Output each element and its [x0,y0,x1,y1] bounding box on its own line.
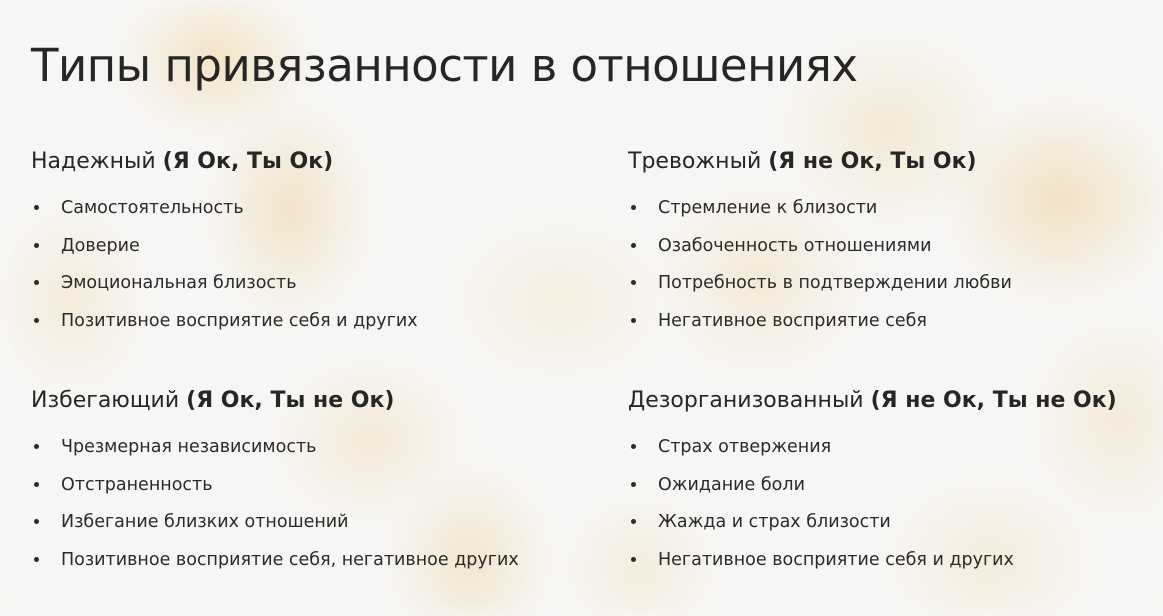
list-item-text: Жажда и страх близости [658,512,891,532]
bullet-icon [631,243,636,248]
list-item [628,433,1117,471]
bullet-icon [631,519,636,524]
section-disorganized [628,385,1117,583]
bullet-icon [34,444,39,449]
list-item [31,307,418,345]
list-item-text: Потребность в подтверждении любви [658,273,1012,293]
list-item [628,307,1012,345]
list-item [31,546,519,584]
bullet-list [628,194,1012,344]
list-item [628,471,1117,509]
list-item-text: Негативное восприятие себя [658,310,927,331]
section-heading [628,146,1012,178]
section-heading [31,385,519,417]
page-title: Типы привязанности в отношениях [31,39,858,92]
section-anxious [628,146,1012,344]
list-item-text: Доверие [61,235,140,256]
bullet-icon [631,557,636,562]
bullet-icon [34,205,39,210]
bullet-icon [631,205,636,210]
section-heading-name: Тревожный [628,149,762,174]
section-heading-hint: (Я не Ок, Ты Ок) [768,149,977,174]
bullet-icon [631,318,636,323]
bullet-list [31,194,418,344]
list-item [31,232,418,270]
list-item [31,433,519,471]
list-item-text: Стремление к близости [658,198,878,218]
bullet-icon [34,482,39,487]
list-item-text: Страх отвержения [658,437,832,457]
list-item-text: Самостоятельность [61,198,244,218]
bullet-icon [631,482,636,487]
section-secure [31,146,418,344]
bullet-icon [34,280,39,285]
bullet-icon [34,243,39,248]
section-heading-name: Дезорганизованный [628,388,864,413]
bullet-icon [34,519,39,524]
bullet-icon [34,557,39,562]
list-item-text: Избегание близких отношений [61,512,349,532]
bullet-icon [631,280,636,285]
bullet-list [31,433,519,583]
list-item [31,471,519,509]
list-item [31,508,519,546]
section-heading-hint: (Я не Ок, Ты не Ок) [870,388,1117,413]
section-heading [628,385,1117,417]
list-item-text: Отстраненность [61,474,213,495]
list-item-text: Позитивное восприятие себя, негативное других [61,549,519,570]
section-avoidant [31,385,519,583]
list-item [628,546,1117,584]
bullet-icon [631,444,636,449]
list-item-text: Негативное восприятие себя и других [658,549,1014,570]
list-item [628,232,1012,270]
list-item-text: Эмоциональная близость [61,273,297,293]
list-item-text: Чрезмерная независимость [61,437,317,457]
list-item [31,269,418,307]
bullet-list [628,433,1117,583]
list-item-text: Ожидание боли [658,474,805,495]
list-item-text: Озабоченность отношениями [658,235,932,256]
list-item [31,194,418,232]
bullet-icon [34,318,39,323]
section-heading-name: Надежный [31,149,156,174]
section-heading-name: Избегающий [31,388,180,413]
list-item [628,194,1012,232]
section-heading [31,146,418,178]
list-item-text: Позитивное восприятие себя и других [61,310,418,331]
list-item [628,508,1117,546]
list-item [628,269,1012,307]
section-heading-hint: (Я Ок, Ты Ок) [162,149,334,174]
section-heading-hint: (Я Ок, Ты не Ок) [186,388,395,413]
